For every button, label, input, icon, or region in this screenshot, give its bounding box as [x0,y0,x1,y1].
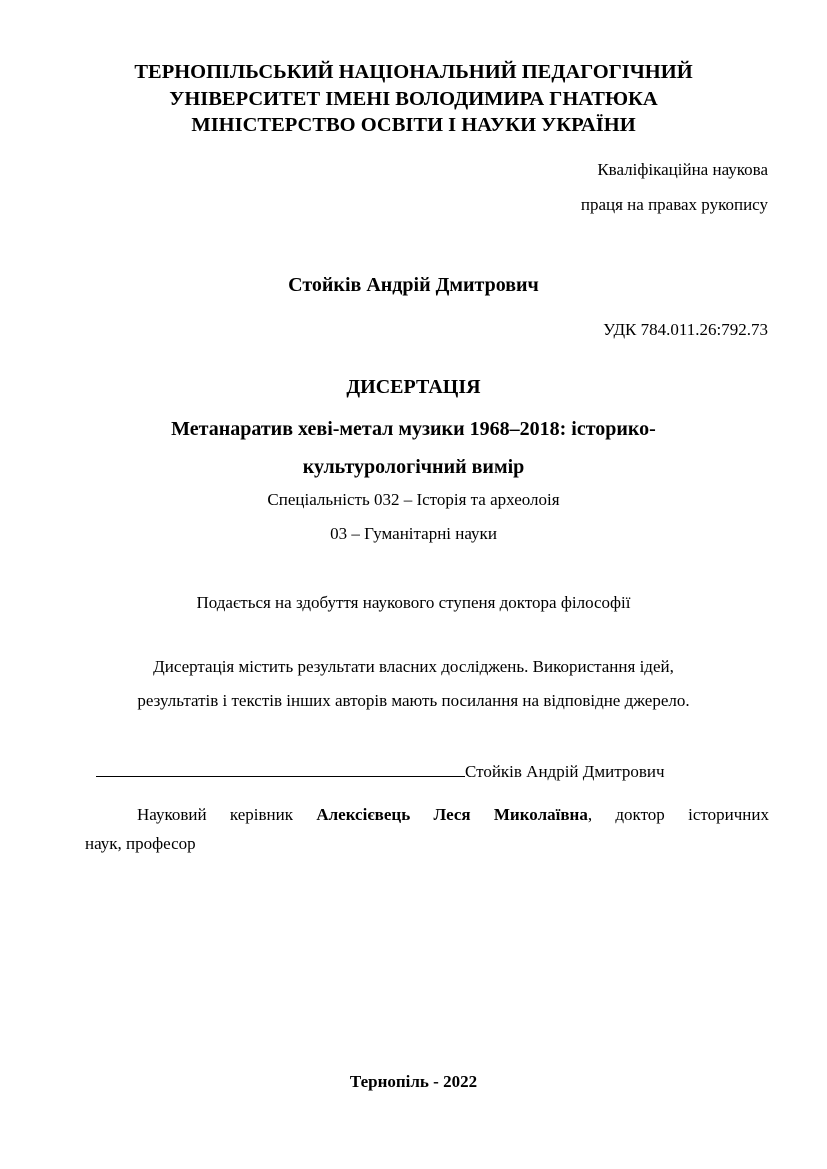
supervisor-block [85,800,769,858]
signature-line [96,760,665,783]
institution-line-2: УНІВЕРСИТЕТ ІМЕНІ ВОЛОДИМИРА ГНАТЮКА [169,88,658,110]
supervisor-surname: Алексієвець [316,805,411,824]
supervisor-first-name: Леся [433,805,471,824]
ministry-line: МІНІСТЕРСТВО ОСВІТИ І НАУКИ УКРАЇНИ [191,114,636,136]
originality-statement-line-1: Дисертація містить результати власних досліджень. Використання ідей, [153,657,674,676]
signature-name: Стойків Андрій Дмитрович [465,762,665,781]
signature-underline [96,760,465,777]
supervisor-patronymic-group [494,800,592,829]
manuscript-note-line-2: праця на правах рукопису [580,195,768,214]
supervisor-word: історичних [688,805,769,824]
supervisor-line-1 [85,800,769,829]
manuscript-note-line-1: Кваліфікаційна наукова [597,160,768,179]
supervisor-word: Науковий [137,805,207,824]
supervisor-word: доктор [615,805,665,824]
originality-statement-line-2: результатів і текстів інших авторів мають посилання на відповідне джерело. [137,691,690,710]
degree-statement: Подається на здобуття наукового ступеня доктора філософії [196,593,631,612]
field-of-knowledge: 03 – Гуманітарні науки [330,524,497,543]
udk-code: УДК 784.011.26:792.73 [603,320,768,339]
place-and-year: Тернопіль - 2022 [349,1072,478,1091]
supervisor-comma: , [587,805,593,824]
supervisor-word: керівник [229,805,293,824]
supervisor-patronymic: Миколаївна [493,805,588,824]
supervisor-line-2: наук, професор [85,834,196,853]
author-name: Стойків Андрій Дмитрович [288,274,539,296]
thesis-title-line-1: Метанаратив хеві-метал музики 1968–2018: історико- [171,418,656,440]
document-type: ДИСЕРТАЦІЯ [346,376,481,398]
thesis-title-line-2: культурологічний вимір [302,456,525,478]
specialty: Спеціальність 032 – Історія та археолоія [267,490,560,509]
institution-line-1: ТЕРНОПІЛЬСЬКИЙ НАЦІОНАЛЬНИЙ ПЕДАГОГІЧНИЙ [134,61,693,83]
